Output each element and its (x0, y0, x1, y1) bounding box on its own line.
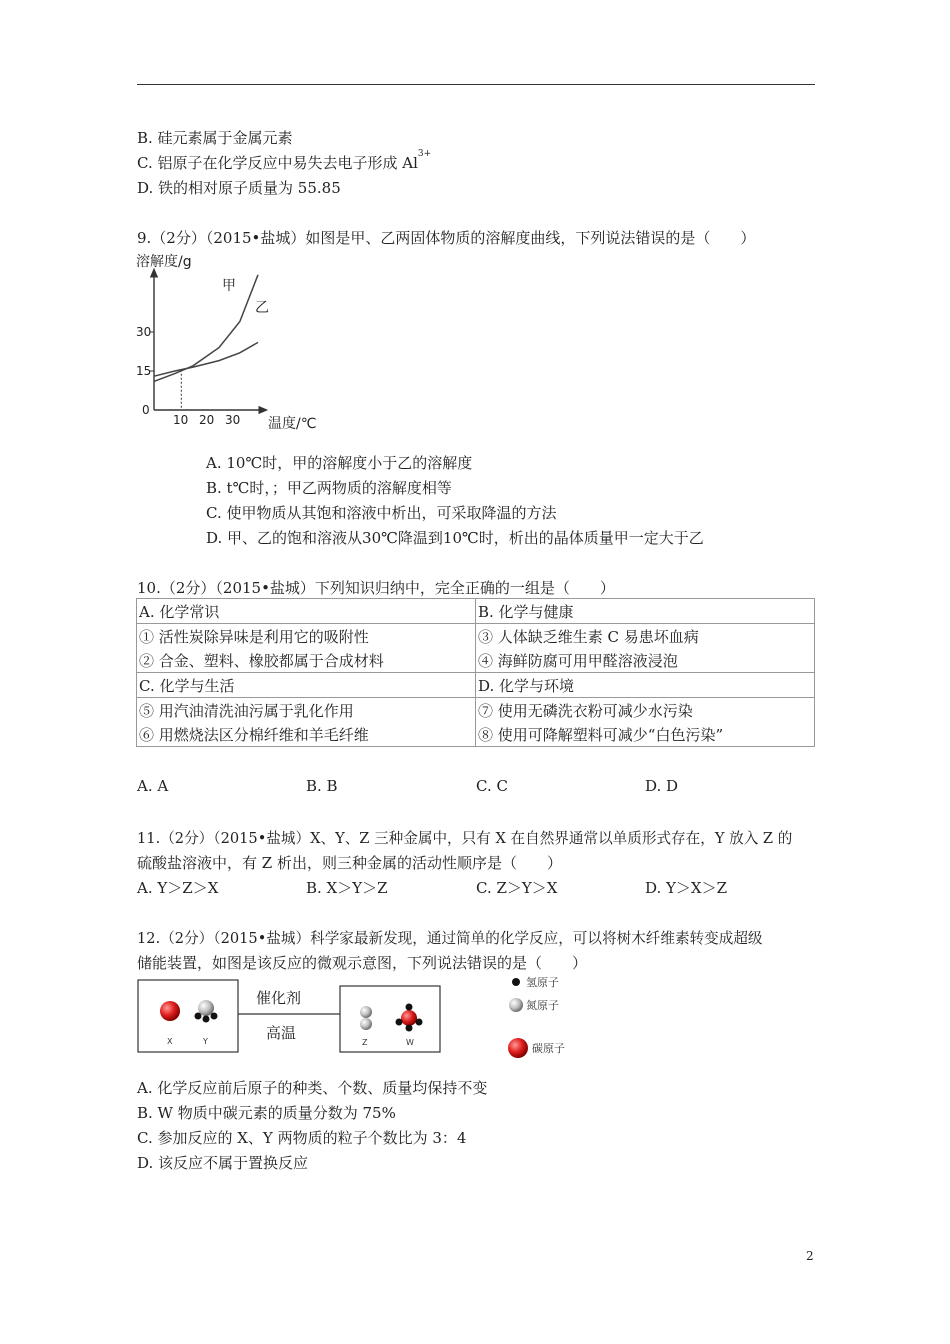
legend-carbon-icon (508, 1038, 528, 1058)
table-cell: D. 化学与环境 (476, 673, 815, 698)
reaction-diagram (134, 972, 584, 1062)
q9-stem: 9.（2分）（2015•盐城）如图是甲、乙两固体物质的溶解度曲线，下列说法错误的是（ ） (137, 229, 756, 247)
x-tick-group (173, 413, 240, 427)
hydrogen-atom (211, 1013, 218, 1020)
q8-option-d: D. 铁的相对原子质量为 55.85 (137, 179, 341, 197)
table-row (137, 599, 815, 624)
x-tick-label: 30 (225, 413, 241, 427)
table-row (137, 673, 815, 698)
q11-line1: 11.（2分）（2015•盐城）X、Y、Z 三种金属中，只有 X 在自然界通常以单质形式存在，Y 放入 Z 的 (137, 830, 793, 847)
q10-stem: 10.（2分）（2015•盐城）下列知识归纳中，完全正确的一组是（ ） (137, 579, 615, 597)
q10-option-c: C. C (476, 777, 508, 795)
reactants-box (138, 980, 238, 1052)
q12-line2: 储能装置，如图是该反应的微观示意图，下列说法错误的是（ ） (137, 954, 588, 972)
nitrogen-atom-z (360, 1006, 372, 1018)
hydrogen-atom (406, 1025, 413, 1032)
table-cell: ① 活性炭除异味是利用它的吸附性 (137, 624, 476, 649)
hydrogen-atom (195, 1013, 202, 1020)
q11-line2: 硫酸盐溶液中，有 Z 析出，则三种金属的活动性顺序是（ ） (137, 854, 562, 872)
legend-hydrogen: 氢原子 (526, 976, 559, 989)
q12-option-c: C. 参加反应的 X、Y 两物质的粒子个数比为 3：4 (137, 1129, 467, 1147)
table-row (137, 698, 815, 723)
table-cell: C. 化学与生活 (137, 673, 476, 698)
q9-option-b: B. t℃时，；甲乙两物质的溶解度相等 (206, 479, 452, 497)
knowledge-table (136, 598, 815, 747)
x-tick-label: 10 (173, 413, 189, 427)
q11-option-c: C. Z＞Y＞X (476, 879, 558, 897)
chart-ylabel: 溶解度/g (136, 254, 192, 270)
q11-option-d: D. Y＞X＞Z (645, 879, 728, 897)
condition-catalyst: 催化剂 (256, 989, 302, 1007)
q8-option-c (137, 149, 432, 173)
q9-option-d: D. 甲、乙的饱和溶液从30℃降温到10℃时，析出的晶体质量甲一定大于乙 (206, 529, 704, 547)
q10-option-a: A. A (137, 777, 169, 795)
table-cell: ⑦ 使用无磷洗衣粉可减少水污染 (476, 698, 815, 723)
solubility-chart (134, 248, 334, 433)
legend-nitrogen: 氮原子 (526, 999, 559, 1012)
q11-option-a: A. Y＞Z＞X (137, 879, 219, 897)
y-tick-group (136, 325, 154, 378)
table-cell: ③ 人体缺乏维生素 C 易患坏血病 (476, 624, 815, 649)
label-y: Y (203, 1037, 208, 1046)
y-tick-label: 30 (136, 325, 152, 339)
curve-jia (154, 275, 258, 382)
q12-line1: 12.（2分）（2015•盐城）科学家最新发现，通过简单的化学反应，可以将树木纤维素转变成超级 (137, 930, 763, 947)
carbon-atom-w (401, 1010, 417, 1026)
table-row (137, 624, 815, 649)
label-x: X (167, 1037, 173, 1046)
table-row (137, 648, 815, 673)
header-rule (137, 84, 815, 85)
legend-jia: 甲 (222, 278, 236, 294)
legend-carbon: 碳原子 (532, 1042, 565, 1055)
condition-temperature: 高温 (266, 1024, 297, 1042)
table-cell: ⑥ 用燃烧法区分棉纤维和羊毛纤维 (137, 722, 476, 747)
table-row (137, 722, 815, 747)
nitrogen-atom-z (360, 1018, 372, 1030)
label-z: Z (362, 1038, 368, 1047)
x-tick-label: 20 (199, 413, 215, 427)
hydrogen-atom (396, 1019, 403, 1026)
q9-option-a: A. 10℃时，甲的溶解度小于乙的溶解度 (206, 454, 473, 472)
table-cell: A. 化学常识 (137, 599, 476, 624)
chart-origin: 0 (142, 403, 150, 417)
products-box (340, 986, 440, 1052)
legend-hydrogen-icon (512, 978, 520, 986)
table-cell: B. 化学与健康 (476, 599, 815, 624)
legend-nitrogen-icon (509, 998, 523, 1012)
hydrogen-atom (203, 1016, 210, 1023)
table-cell: ⑧ 使用可降解塑料可减少“白色污染” (476, 722, 815, 747)
carbon-atom-x (160, 1001, 180, 1021)
q12-option-a: A. 化学反应前后原子的种类、个数、质量均保持不变 (137, 1079, 488, 1097)
q9-option-c: C. 使甲物质从其饱和溶液中析出，可采取降温的方法 (206, 504, 557, 522)
q10-option-d: D. D (645, 777, 679, 795)
curve-yi (154, 342, 258, 376)
chart-xlabel: 温度/℃ (268, 416, 317, 432)
y-tick-label: 15 (136, 364, 152, 378)
q11-option-b: B. X＞Y＞Z (306, 879, 388, 897)
q8-option-b: B. 硅元素属于金属元素 (137, 129, 293, 147)
legend-yi: 乙 (255, 300, 269, 316)
q8-option-c-text: C. 铝原子在化学反应中易失去电子形成 Al (137, 154, 418, 172)
table-cell: ④ 海鲜防腐可用甲醛溶液浸泡 (476, 648, 815, 673)
page-number: 2 (806, 1249, 814, 1263)
hydrogen-atom (416, 1019, 423, 1026)
table-cell: ② 合金、塑料、橡胶都属于合成材料 (137, 648, 476, 673)
q12-option-d: D. 该反应不属于置换反应 (137, 1154, 309, 1172)
table-cell: ⑤ 用汽油清洗油污属于乳化作用 (137, 698, 476, 723)
q12-option-b: B. W 物质中碳元素的质量分数为 75% (137, 1104, 396, 1122)
label-w: W (406, 1038, 414, 1047)
q8-option-c-sup: 3+ (417, 149, 432, 159)
hydrogen-atom (406, 1004, 413, 1011)
q10-option-b: B. B (306, 777, 338, 795)
